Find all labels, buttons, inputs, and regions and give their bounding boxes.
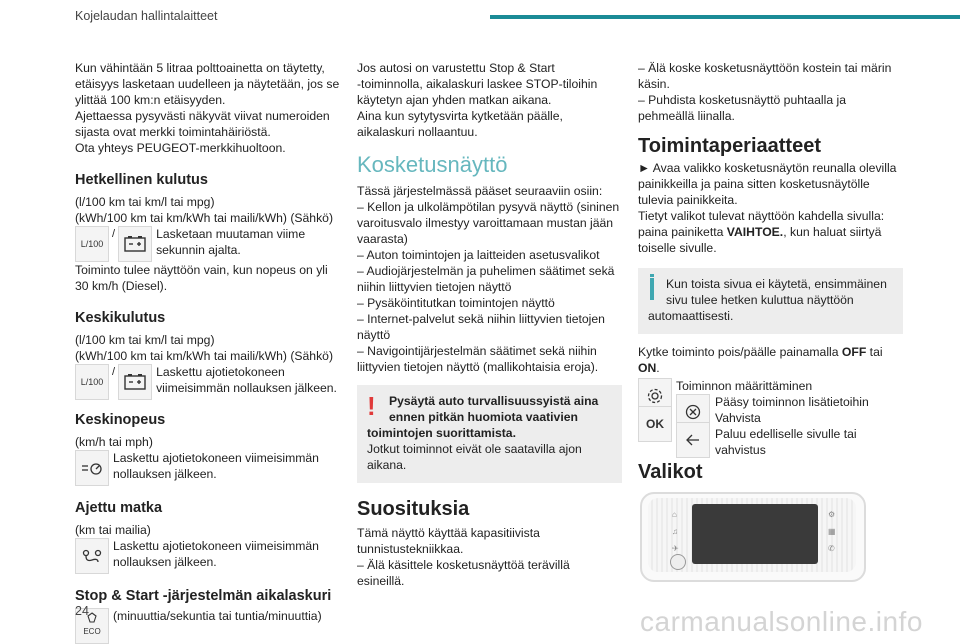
touch-line: niihin liittyvien tietojen näyttö (357, 280, 512, 294)
rec-line: pehmeällä liinalla. (638, 109, 735, 123)
section-title-average: Keskikulutus (75, 310, 166, 326)
info-icon (650, 274, 654, 277)
onoff-line: ON. (638, 361, 660, 375)
section-title-recommendations: Suosituksia (357, 498, 470, 520)
warning-bold: ennen pitkän huomiota vaativien (389, 410, 578, 424)
section-title-stopstart: Stop & Start -järjestelmän aikalaskuri (75, 588, 332, 604)
distance-icon-row (75, 538, 345, 574)
instant-note: Toiminto tulee näyttöön vain, kun nopeus on yli (75, 263, 328, 277)
screen-display (692, 504, 818, 564)
info-icon-bar (650, 278, 654, 300)
function-icons (638, 378, 903, 458)
touch-line: liittyvien tietojen näyttö (mallikohtaisia eroja). (357, 360, 599, 374)
average-desc: viimeisimmän nollauksen jälkeen. (156, 381, 337, 395)
units-line: (l/100 km tai km/l tai mpg) (75, 195, 215, 209)
intro-line: Aina kun sytytysvirta kytketään päälle, (357, 109, 563, 123)
section-title-menus: Valikot (638, 461, 703, 483)
rec-line: esineillä. (357, 574, 405, 588)
vaihtoe-line: paina painiketta VAIHTOE., kun haluat siirtyä (638, 225, 882, 239)
route-icon (75, 538, 109, 574)
back-label: vahvistus (715, 443, 766, 457)
intro-line: sijasta ovat merkki toimintahäiriöstä. (75, 125, 271, 139)
distance-desc: Laskettu ajotietokoneen viimeisimmän (113, 539, 319, 553)
header-accent-bar (490, 15, 960, 19)
secondary-label: Pääsy toiminnon lisätietoihin (715, 395, 869, 409)
principles-line: Tietyt valikot tulevat näyttöön kahdella sivulla: (638, 209, 885, 223)
touch-line: – Internet-palvelut sekä niihin liittyvien tietojen (357, 312, 605, 326)
column-1 (75, 60, 345, 644)
consumption-icon: L/100 (75, 364, 109, 400)
section-title-distance: Ajettu matka (75, 500, 163, 516)
intro-line: Kun vähintään 5 litraa polttoainetta on täytetty, (75, 61, 325, 75)
battery-icon (118, 226, 152, 262)
warning-text: Jotkut toiminnot eivät ole saatavilla ajon (367, 442, 582, 456)
warning-box (357, 385, 622, 483)
rec-line: tunnistustekniikkaa. (357, 542, 464, 556)
rec-line: – Älä koske kosketusnäyttöön kostein tai märin (638, 61, 892, 75)
speed-icon-row (75, 450, 345, 486)
rec-line: – Älä käsittele kosketusnäyttöä terävillä (357, 558, 570, 572)
intro-line: Ajettaessa pysyvästi näkyvät viivat numeroiden (75, 109, 330, 123)
touch-line: – Audiojärjestelmän ja puhelimen säätimet sekä (357, 264, 615, 278)
touch-line: – Kellon ja ulkolämpötilan pysyvä näyttö (sininen (357, 200, 620, 214)
section-title-touchscreen: Kosketusnäyttö (357, 152, 508, 177)
warning-bold: Pysäytä auto turvallisuussyistä aina (389, 394, 599, 408)
touch-line: – Navigointijärjestelmän säätimet sekä niihin (357, 344, 597, 358)
left-shortcut-icons: ⌂ ♫ ✈ (672, 510, 679, 553)
vaihtoe-key: VAIHTOE. (726, 225, 784, 239)
speedometer-icon (75, 450, 109, 486)
onoff-line: Kytke toiminto pois/päälle painamalla OFF tai (638, 345, 883, 359)
instant-note: 30 km/h (Diesel). (75, 279, 168, 293)
column-3 (638, 60, 903, 582)
vaihtoe-line: toiselle sivulle. (638, 241, 717, 255)
info-text: Kun toista sivua ei käytetä, ensimmäinen (666, 277, 887, 291)
back-label: Paluu edelliselle sivulle tai (715, 427, 857, 441)
speed-desc: Laskettu ajotietokoneen viimeisimmän (113, 451, 319, 465)
right-shortcut-icons: ⚙ ▦ ✆ (828, 510, 836, 553)
slash-separator: / (112, 228, 116, 240)
battery-icon (118, 364, 152, 400)
units-line: (l/100 km tai km/l tai mpg) (75, 333, 215, 347)
ok-label: Vahvista (715, 411, 761, 425)
average-icon-row (75, 364, 345, 400)
ok-icon: OK (638, 406, 672, 442)
watermark: carmanualsonline.info (640, 606, 923, 637)
section-title-principles: Toimintaperiaatteet (638, 135, 821, 157)
consumption-icon: L/100 (75, 226, 109, 262)
volume-knob-icon (670, 554, 686, 570)
touch-line: Tässä järjestelmässä pääset seuraaviin osiin: (357, 184, 603, 198)
warning-icon: ! (367, 391, 376, 421)
rec-line: – Puhdista kosketusnäyttö puhtaalla ja (638, 93, 847, 107)
eco-timer-icon: ECO (75, 608, 109, 644)
intro-line: ylittää 100 km:n etäisyyden. (75, 93, 226, 107)
rec-line: käsin. (638, 77, 670, 91)
section-title-speed: Keskinopeus (75, 412, 166, 428)
principles-line: painikkeilla ja paina sitten kosketusnäytölle (638, 177, 870, 191)
rec-line: Tämä näyttö käyttää kapasitiivista (357, 526, 540, 540)
speed-desc: nollauksen jälkeen. (113, 467, 217, 481)
touchscreen-illustration (640, 492, 866, 582)
instant-icon-row (75, 226, 345, 262)
principles-line: ► Avaa valikko kosketusnäytön reunalla olevilla (638, 161, 897, 175)
info-box (638, 268, 903, 334)
intro-line: Ota yhteys PEUGEOT-merkkihuoltoon. (75, 141, 286, 155)
stopstart-desc: (minuuttia/sekuntia tai tuntia/minuuttia) (113, 609, 322, 623)
touch-line: varoitusvalo ilmestyy varoittamaan mustan jään (357, 216, 614, 230)
back-arrow-icon (676, 422, 710, 458)
info-text: automaattisesti. (648, 309, 734, 323)
settings-label: Toiminnon määrittäminen (676, 379, 813, 393)
distance-desc: nollauksen jälkeen. (113, 555, 217, 569)
average-desc: Laskettu ajotietokoneen (156, 365, 285, 379)
intro-line: aikalaskuri nollaantuu. (357, 125, 478, 139)
stopstart-icon-row (75, 608, 345, 644)
principles-line: tulevia painikkeita. (638, 193, 738, 207)
intro-line: -toiminnolla, aikalaskuri laskee STOP-tiloihin (357, 77, 598, 91)
instant-desc: Lasketaan muutaman viime (156, 227, 306, 241)
warning-text: aikana. (367, 458, 407, 472)
units-line: (km tai mailia) (75, 523, 151, 537)
intro-line: käytetyn ajan yhden matkan aikana. (357, 93, 552, 107)
intro-line: etäisyys lasketaan uudelleen ja näytetään, jos se (75, 77, 340, 91)
slash-separator: / (112, 366, 116, 378)
touch-line: näyttö (357, 328, 391, 342)
touch-line: – Auton toimintojen ja laitteiden asetusvalikot (357, 248, 600, 262)
info-text: sivu tulee hetken kuluttua näyttöön (666, 293, 854, 307)
warning-bold: toimintojen suorittamista. (367, 426, 516, 440)
intro-line: Jos autosi on varustettu Stop & Start (357, 61, 555, 75)
page-header-title: Kojelaudan hallintalaitteet (75, 9, 218, 23)
instant-desc: sekunnin ajalta. (156, 243, 241, 257)
page-number: 24 (75, 604, 89, 618)
column-2 (357, 60, 622, 589)
section-title-instant: Hetkellinen kulutus (75, 172, 208, 188)
touch-line: vaarasta) (357, 232, 408, 246)
units-line: (km/h tai mph) (75, 435, 153, 449)
units-line: (kWh/100 km tai km/kWh tai maili/kWh) (Sähkö) (75, 349, 334, 363)
units-line: (kWh/100 km tai km/kWh tai maili/kWh) (Sähkö) (75, 211, 334, 225)
touch-line: – Pysäköintitutkan toimintojen näyttö (357, 296, 555, 310)
